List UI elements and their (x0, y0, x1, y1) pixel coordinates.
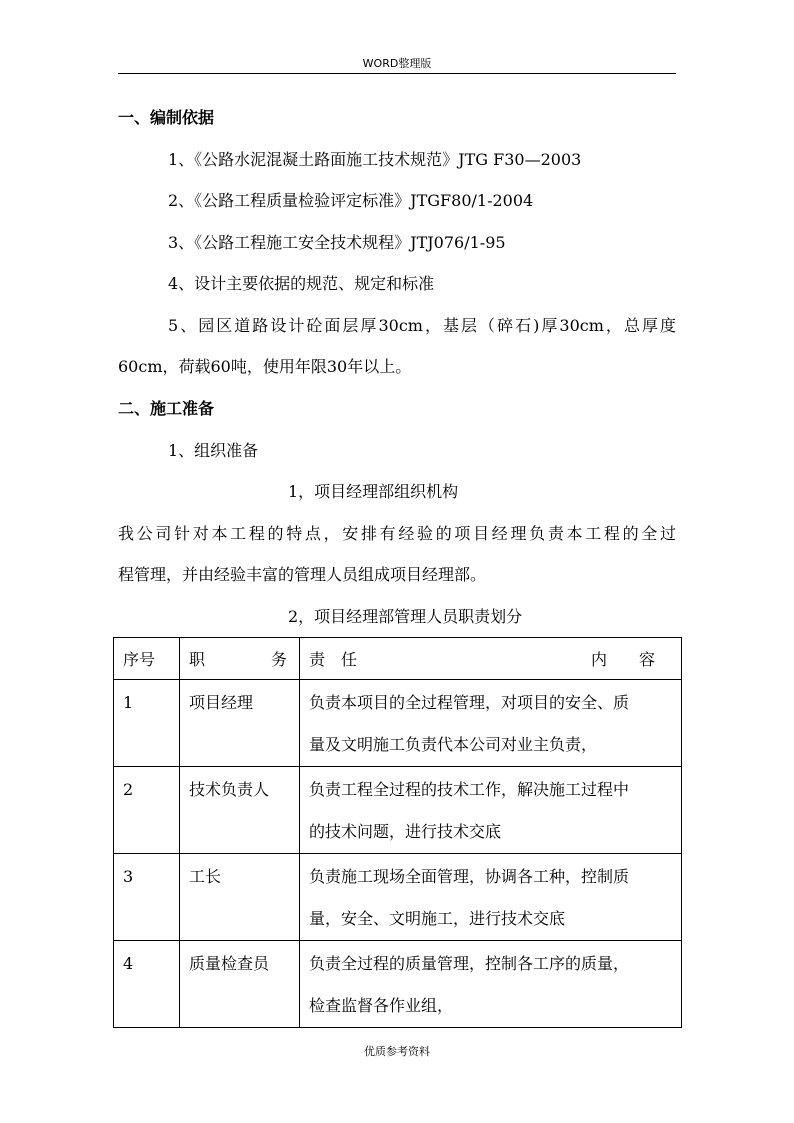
header-rule (118, 73, 676, 74)
section-heading-preparation: 二、施工准备 (118, 399, 215, 418)
page-footer: 优质参考资料 (364, 1045, 430, 1058)
row-duty-line1: 负责施工现场全面管理，协调各工种，控制质 (309, 867, 630, 886)
row-no: 3 (123, 867, 134, 886)
header-duty-a: 责 (309, 650, 326, 669)
header-content-b: 容 (638, 650, 655, 669)
page-header: WORD整理版 (362, 57, 432, 70)
row-role: 质量检查员 (189, 954, 270, 973)
row-duty-line2: 量及文明施工负责代本公司对业主负责， (309, 735, 598, 754)
header-role (180, 638, 300, 680)
header-duty (300, 638, 682, 680)
header-duty-b: 任 (341, 650, 358, 669)
row-duty-line1: 负责本项目的全过程管理，对项目的安全、质 (309, 693, 630, 712)
row-duty-line2: 的技术问题，进行技术交底 (309, 822, 502, 841)
header-role-a: 职 (189, 650, 206, 669)
subheading-duties: 2，项目经理部管理人员职责划分 (288, 607, 523, 626)
row-no: 1 (123, 693, 134, 712)
basis-item-5-line2: 60cm，荷载60吨，使用年限30年以上。 (118, 357, 412, 376)
table-row (114, 680, 682, 767)
paragraph-line2: 程管理，并由经验丰富的管理人员组成项目经理部。 (118, 565, 487, 584)
header-role-b: 务 (270, 650, 287, 669)
basis-item-3: 3、《公路工程施工安全技术规程》JTJ076/1-95 (168, 233, 506, 252)
basis-item-2: 2、《公路工程质量检验评定标准》JTGF80/1-2004 (168, 191, 534, 210)
header-no: 序号 (114, 638, 180, 680)
basis-item-4: 4、设计主要依据的规范、规定和标准 (168, 274, 435, 293)
table-row (114, 854, 682, 941)
header-content-a: 内 (590, 650, 607, 669)
row-role: 项目经理 (189, 693, 254, 712)
table-row (114, 767, 682, 854)
section-heading-basis: 一、编制依据 (118, 108, 215, 127)
paragraph-line1: 我公司针对本工程的特点，安排有经验的项目经理负责本工程的全过 (118, 524, 676, 543)
row-role: 技术负责人 (189, 780, 270, 799)
table-row (114, 941, 682, 1028)
subheading-organization: 1、组织准备 (168, 441, 259, 460)
row-duty-line2: 检查监督各作业组， (309, 996, 454, 1015)
row-duty-line2: 量，安全、文明施工，进行技术交底 (309, 909, 566, 928)
row-role: 工长 (189, 867, 222, 886)
basis-item-1: 1、《公路水泥混凝土路面施工技术规范》JTG F30—2003 (168, 150, 582, 169)
row-duty-line1: 负责工程全过程的技术工作，解决施工过程中 (309, 780, 630, 799)
duties-table (113, 637, 682, 1028)
row-no: 4 (123, 954, 134, 973)
basis-item-5-line1: 5、园区道路设计砼面层厚30cm，基层（碎石)厚30cm，总厚度 (168, 316, 676, 335)
table-header-row (114, 638, 682, 680)
subheading-org-structure: 1，项目经理部组织机构 (288, 482, 459, 501)
row-no: 2 (123, 780, 134, 799)
row-duty-line1: 负责全过程的质量管理，控制各工序的质量， (309, 954, 630, 973)
